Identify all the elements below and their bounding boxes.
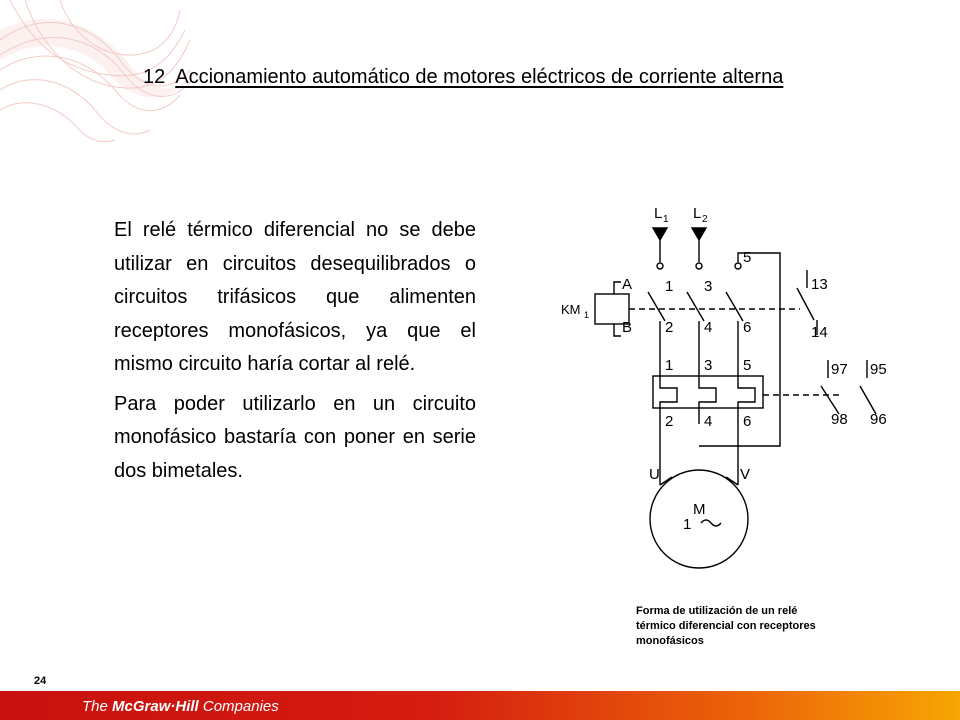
contactor-top-1: 1 (665, 278, 674, 295)
page-number: 24 (34, 675, 47, 687)
l2-label: L (693, 205, 702, 222)
relay-top-5: 5 (743, 357, 752, 374)
coil-terminal-b: B (622, 319, 633, 336)
paragraph-2: Para poder utilizarlo en un circuito monofásico bastaría con poner en serie dos bimetales. (114, 392, 476, 482)
relay-contact-95: 95 (870, 361, 887, 378)
slide-header (143, 66, 783, 89)
relay-bottom-6: 6 (743, 413, 752, 430)
motor-phase: 1 (683, 516, 692, 533)
paragraph-1: El relé térmico diferencial no se debe utilizar en circuitos desequilibrados o circuitos trifásicos que alimenten receptores monofásicos, ya que el mismo circuito haría cortar al relé. (114, 219, 476, 375)
relay-top-3: 3 (704, 357, 713, 374)
relay-bottom-4: 4 (704, 413, 713, 430)
contactor-bottom-2: 2 (665, 319, 674, 336)
motor-label: M (693, 501, 706, 518)
l2-arrow-icon (692, 228, 706, 240)
relay-contact-96: 96 (870, 411, 887, 428)
motor-terminal-v: V (740, 466, 751, 483)
aux-contact-14: 14 (811, 324, 828, 341)
footer-bar (0, 691, 960, 720)
contactor-bottom-6: 6 (743, 319, 752, 336)
l1-subscript: 1 (663, 214, 669, 225)
body-text (114, 214, 476, 494)
relay-bottom-2: 2 (665, 413, 674, 430)
motor-terminal-u: U (649, 466, 660, 483)
l1-arrow-icon (653, 228, 667, 240)
figure-caption: Forma de utilización de un relé térmico diferencial con receptores monofásicos (636, 605, 816, 647)
contactor-bottom-4: 4 (704, 319, 713, 336)
brand-logo: The McGraw·Hill Companies (82, 698, 279, 715)
coil-name: KM (561, 302, 581, 317)
coil-subscript: 1 (584, 310, 590, 320)
coil-terminal-a: A (622, 276, 633, 293)
chapter-title: Accionamiento automático de motores eléctricos de corriente alterna (175, 66, 784, 88)
relay-contact-98: 98 (831, 411, 848, 428)
wiring-diagram (555, 200, 895, 580)
aux-contact-13: 13 (811, 276, 828, 293)
relay-top-1: 1 (665, 357, 674, 374)
contactor-top-3: 3 (704, 278, 713, 295)
contactor-top-5: 5 (743, 249, 752, 266)
relay-contact-97: 97 (831, 361, 848, 378)
l1-label: L (654, 205, 663, 222)
chapter-number: 12 (143, 66, 166, 88)
l2-subscript: 2 (702, 214, 708, 225)
